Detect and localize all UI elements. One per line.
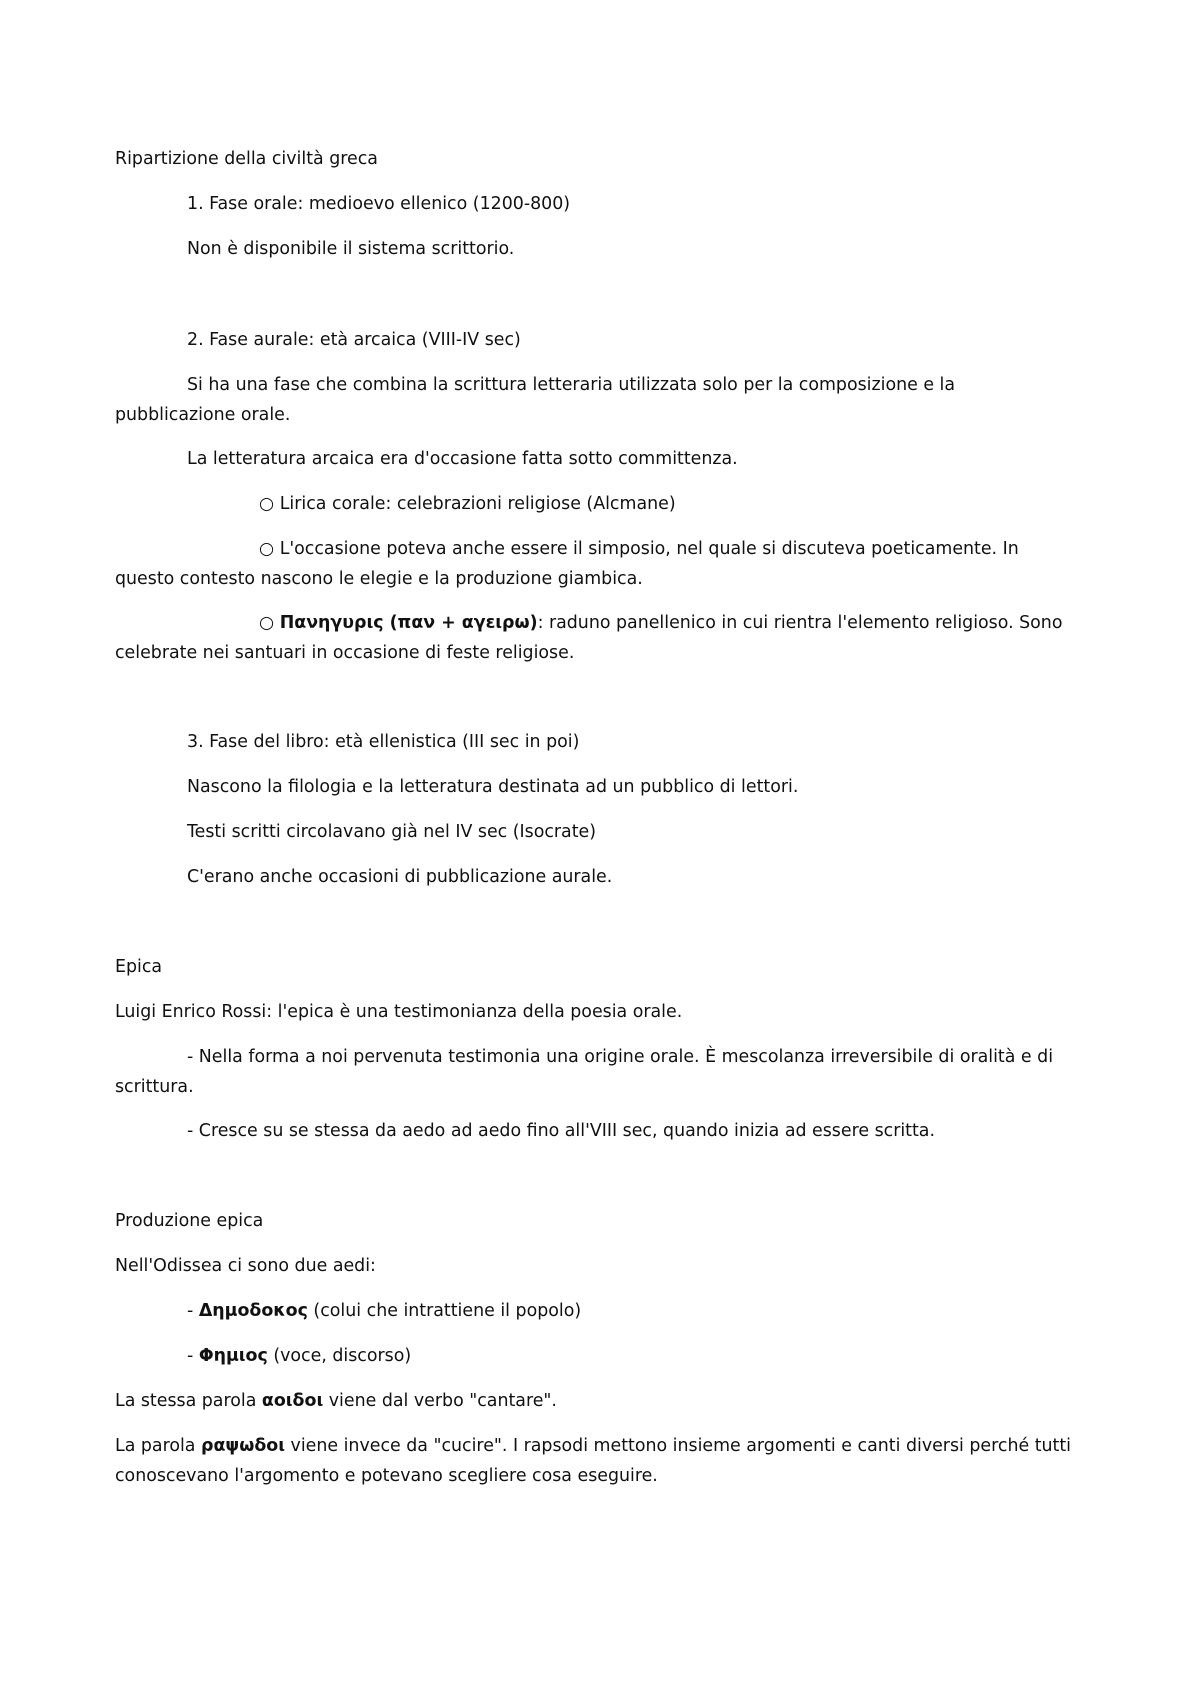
paragraph-fase-combina: Si ha una fase che combina la scrittura letteraria utilizzata solo per la composizione e la pubblicazione orale. xyxy=(115,375,956,425)
greek-term-panegyris: Πανηγυρις (παν + αγειρω) xyxy=(279,613,538,633)
greek-term-aoidoi: αοιδοι xyxy=(261,1391,324,1411)
greek-term-rhapsodoi: ραψωδοι xyxy=(201,1436,285,1456)
paragraph-cresce: - Cresce su se stessa da aedo ad aedo fino all'VIII sec, quando inizia ad essere scritta. xyxy=(187,1121,935,1141)
bullet-demodokos xyxy=(187,1296,1075,1326)
paragraph-aoidoi-post: viene dal verbo "cantare". xyxy=(323,1391,557,1411)
paragraph-fase-aurale: 2. Fase aurale: età arcaica (VIII-IV sec) xyxy=(187,330,521,350)
greek-term-phemios: Φημιος xyxy=(198,1346,268,1366)
paragraph-aoidoi-pre: La stessa parola xyxy=(115,1391,262,1411)
bullet-panegyris-text: : raduno panellenico in cui rientra l'elemento religioso. Sono celebrate nei santuari in occasione di feste religiose. xyxy=(115,613,1063,663)
section-title-produzione-epica: Produzione epica xyxy=(115,1211,264,1231)
paragraph-aoidoi xyxy=(115,1386,1075,1416)
section-title-ripartizione: Ripartizione della civiltà greca xyxy=(115,149,378,169)
bullet-marker: - xyxy=(187,1346,199,1366)
bullet-panegyris xyxy=(115,608,1075,668)
paragraph-filologia: Nascono la filologia e la letteratura destinata ad un pubblico di lettori. xyxy=(187,777,799,797)
greek-term-demodokos: Δημοδοκος xyxy=(198,1301,308,1321)
paragraph-rhapsodoi xyxy=(115,1431,1075,1491)
bullet-phemios-text: (voce, discorso) xyxy=(267,1346,412,1366)
paragraph-testi-scritti: Testi scritti circolavano già nel IV sec (Isocrate) xyxy=(187,822,597,842)
paragraph-rhapsodoi-pre: La parola xyxy=(115,1436,201,1456)
bullet-phemios xyxy=(187,1341,1075,1371)
paragraph-fase-orale: 1. Fase orale: medioevo ellenico (1200-800) xyxy=(187,194,571,214)
paragraph-fase-libro: 3. Fase del libro: età ellenistica (III sec in poi) xyxy=(187,732,580,752)
section-title-epica: Epica xyxy=(115,957,163,977)
paragraph-pubblicazione-aurale: C'erano anche occasioni di pubblicazione aurale. xyxy=(187,867,613,887)
paragraph-letteratura-arcaica: La letteratura arcaica era d'occasione fatta sotto committenza. xyxy=(187,449,738,469)
bullet-marker: ○ xyxy=(259,613,280,633)
bullet-marker: - xyxy=(187,1301,199,1321)
bullet-demodokos-text: (colui che intrattiene il popolo) xyxy=(307,1301,582,1321)
paragraph-non-disponibile: Non è disponibile il sistema scrittorio. xyxy=(187,239,515,259)
paragraph-rossi: Luigi Enrico Rossi: l'epica è una testimonianza della poesia orale. xyxy=(115,1002,683,1022)
paragraph-rhapsodoi-post: viene invece da "cucire". I rapsodi mettono insieme argomenti e canti diversi perché tutti conoscevano l'argomento e potevano scegliere cosa eseguire. xyxy=(115,1436,1071,1486)
bullet-simposio: ○ L'occasione poteva anche essere il simposio, nel quale si discuteva poeticamente. In questo contesto nascono le elegie e la produzione giambica. xyxy=(115,539,1019,589)
paragraph-forma-pervenuta: - Nella forma a noi pervenuta testimonia una origine orale. È mescolanza irreversibile di oralità e di scrittura. xyxy=(115,1047,1054,1097)
bullet-lirica-corale: ○ Lirica corale: celebrazioni religiose (Alcmane) xyxy=(259,494,676,514)
paragraph-due-aedi: Nell'Odissea ci sono due aedi: xyxy=(115,1256,376,1276)
